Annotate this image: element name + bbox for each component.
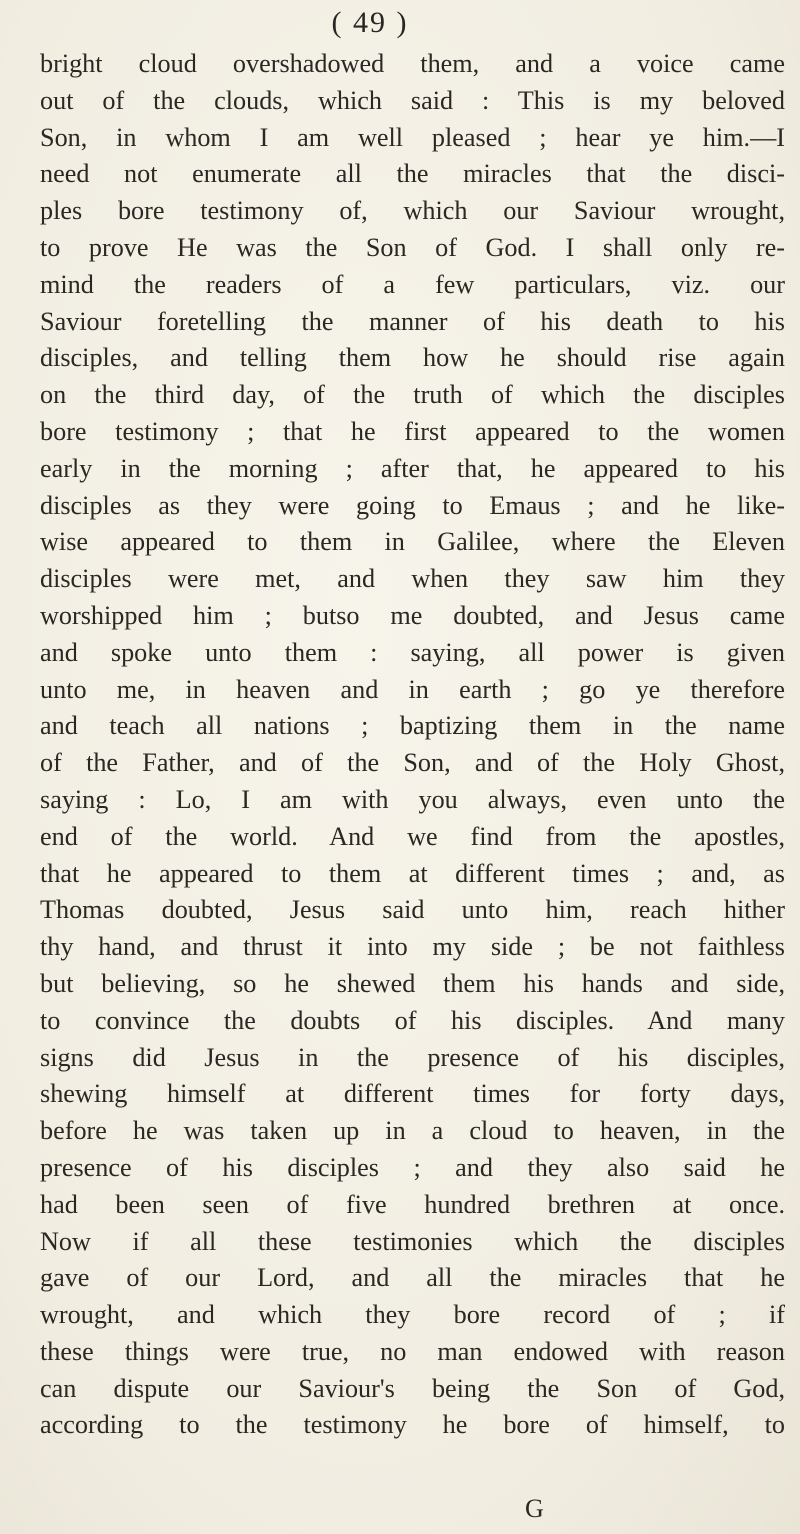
text-line-14: wise appeared to them in Galilee, where the Eleven [40, 527, 785, 557]
text-line-28: signs did Jesus in the presence of his disciples, [40, 1042, 785, 1072]
text-line-7: mind the readers of a few particulars, viz. our [40, 269, 785, 299]
text-line-5: ples bore testimony of, which our Saviour wrought, [40, 196, 785, 226]
text-line-4: need not enumerate all the miracles that the disci- [40, 159, 785, 189]
text-line-29: shewing himself at different times for forty days, [40, 1079, 785, 1109]
text-line-36: these things were true, no man endowed with reason [40, 1336, 785, 1366]
text-line-11: bore testimony ; that he first appeared to the women [40, 416, 785, 446]
text-line-32: had been seen of five hundred brethren at once. [40, 1189, 785, 1219]
text-line-20: of the Father, and of the Son, and of the Holy Ghost, [40, 748, 785, 778]
text-line-25: thy hand, and thrust it into my side ; be not faithless [40, 932, 785, 962]
text-line-31: presence of his disciples ; and they also said he [40, 1152, 785, 1182]
text-line-13: disciples as they were going to Emaus ; and he like- [40, 490, 785, 520]
text-line-26: but believing, so he shewed them his hands and side, [40, 968, 785, 998]
text-line-23: that he appeared to them at different times ; and, as [40, 858, 785, 888]
text-line-3: Son, in whom I am well pleased ; hear ye him.—I [40, 122, 785, 152]
text-line-16: worshipped him ; butso me doubted, and Jesus came [40, 600, 785, 630]
body-text [40, 46, 785, 1444]
text-line-9: disciples, and telling them how he should rise again [40, 343, 785, 373]
text-line-33: Now if all these testimonies which the disciples [40, 1226, 785, 1256]
text-line-12: early in the morning ; after that, he appeared to his [40, 453, 785, 483]
text-line-2: out of the clouds, which said : This is my beloved [40, 85, 785, 115]
text-line-24: Thomas doubted, Jesus said unto him, reach hither [40, 895, 785, 925]
text-line-6: to prove He was the Son of God. I shall only re- [40, 232, 785, 262]
text-line-34: gave of our Lord, and all the miracles that he [40, 1263, 785, 1293]
page-number: ( 49 ) [331, 6, 409, 39]
text-line-35: wrought, and which they bore record of ; if [40, 1300, 785, 1330]
text-line-37: can dispute our Saviour's being the Son of God, [40, 1373, 785, 1403]
text-line-21: saying : Lo, I am with you always, even unto the [40, 784, 785, 814]
text-line-18: unto me, in heaven and in earth ; go ye therefore [40, 674, 785, 704]
text-line-19: and teach all nations ; baptizing them in the name [40, 711, 785, 741]
text-line-15: disciples were met, and when they saw him they [40, 564, 785, 594]
text-line-27: to convince the doubts of his disciples. And many [40, 1005, 785, 1035]
text-line-8: Saviour foretelling the manner of his death to his [40, 306, 785, 336]
catchword: G [525, 1494, 544, 1523]
text-line-10: on the third day, of the truth of which the disciples [40, 380, 785, 410]
text-line-38: according to the testimony he bore of himself, to [40, 1410, 785, 1440]
text-line-22: end of the world. And we find from the apostles, [40, 821, 785, 851]
text-line-30: before he was taken up in a cloud to heaven, in the [40, 1116, 785, 1146]
text-line-17: and spoke unto them : saying, all power is given [40, 637, 785, 667]
text-line-1: bright cloud overshadowed them, and a voice came [40, 49, 785, 78]
